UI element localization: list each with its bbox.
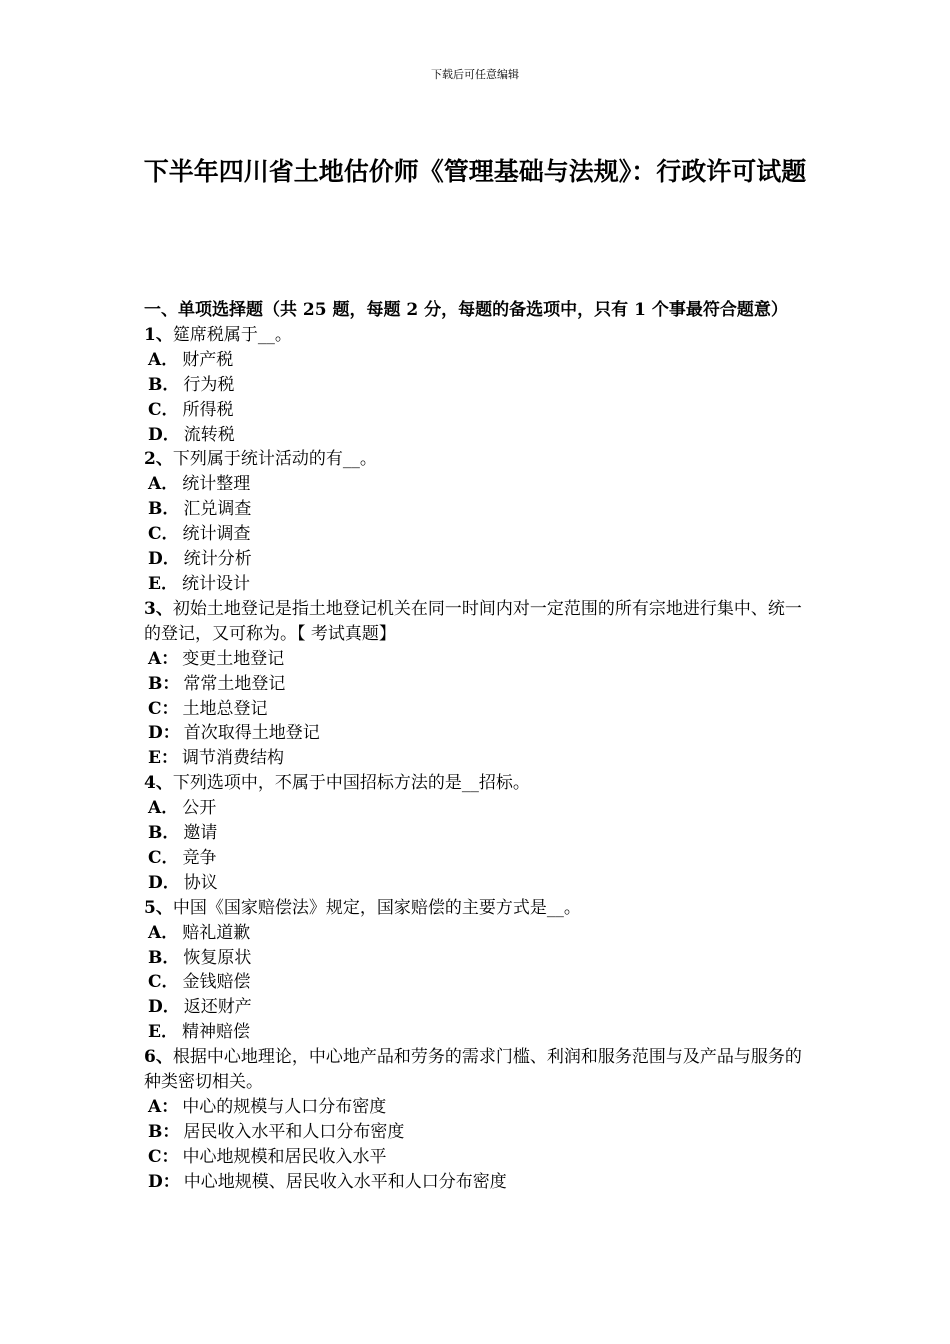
question-item: [144, 896, 808, 1045]
option-text: 返还财产: [183, 997, 252, 1018]
option-letter: C．: [148, 847, 179, 868]
question-stem: [144, 1045, 808, 1095]
answer-option: [144, 946, 808, 971]
option-letter: D．: [148, 997, 180, 1018]
option-text: 精神赔偿: [181, 1022, 250, 1043]
answer-option: [144, 398, 808, 423]
answer-option: [144, 522, 808, 547]
question-text: 筵席税属于__。: [172, 324, 292, 345]
option-text: 行为税: [183, 374, 235, 395]
question-number: 5、: [144, 897, 173, 918]
option-text: 邀请: [183, 823, 218, 844]
question-item: [144, 447, 808, 596]
option-list: [144, 348, 808, 448]
option-list: [144, 472, 808, 597]
document-body: [144, 298, 808, 1195]
option-text: 统计整理: [182, 474, 251, 495]
answer-option: [144, 746, 808, 771]
option-letter: A．: [148, 798, 179, 819]
question-text: 初始土地登记是指土地登记机关在同一时间内对一定范围的所有宗地进行集中、统一的登记，又可称为。【 考试真题】: [144, 598, 802, 644]
option-text: 所得税: [182, 399, 234, 420]
option-text: 公开: [182, 798, 217, 819]
option-letter: D：: [148, 723, 180, 744]
question-text: 下列选项中，不属于中国招标方法的是__招标。: [172, 773, 530, 794]
option-list: [144, 796, 808, 896]
answer-option: [144, 647, 808, 672]
section-heading: 一、单项选择题（共 25 题，每题 2 分，每题的备选项中，只有 1 个事最符合题意）: [144, 300, 788, 320]
option-text: 协议: [183, 872, 218, 893]
question-stem: [144, 771, 808, 796]
answer-option: [144, 1120, 808, 1145]
answer-option: [144, 348, 808, 373]
question-number: 1、: [144, 324, 173, 345]
option-letter: B．: [148, 499, 180, 520]
question-text: 下列属于统计活动的有__。: [172, 449, 377, 470]
option-letter: A．: [148, 349, 179, 370]
option-letter: C．: [148, 524, 179, 545]
answer-option: [144, 1020, 808, 1045]
question-item: [144, 1045, 808, 1194]
option-text: 变更土地登记: [182, 648, 285, 669]
question-number: 4、: [144, 773, 173, 794]
option-letter: C．: [148, 972, 179, 993]
option-text: 常常土地登记: [183, 673, 286, 694]
question-stem: [144, 323, 808, 348]
option-letter: B：: [148, 673, 180, 694]
option-text: 赔礼道歉: [182, 922, 251, 943]
option-text: 金钱赔偿: [182, 972, 251, 993]
answer-option: [144, 373, 808, 398]
document-title: 下半年四川省土地估价师《管理基础与法规》：行政许可试题: [143, 157, 807, 186]
answer-option: [144, 796, 808, 821]
option-letter: D．: [148, 549, 180, 570]
question-stem: [144, 896, 808, 921]
answer-option: [144, 721, 808, 746]
option-text: 居民收入水平和人口分布密度: [183, 1121, 405, 1142]
option-list: [144, 647, 808, 772]
answer-option: [144, 1095, 808, 1120]
option-text: 中心地规模和居民收入水平: [182, 1146, 387, 1167]
question-text: 中国《国家赔偿法》规定，国家赔偿的主要方式是__。: [172, 897, 581, 918]
option-letter: B．: [148, 947, 180, 968]
answer-option: [144, 497, 808, 522]
question-number: 6、: [144, 1047, 173, 1068]
option-text: 统计分析: [183, 549, 252, 570]
option-letter: E：: [148, 748, 178, 769]
answer-option: [144, 672, 808, 697]
answer-option: [144, 472, 808, 497]
option-letter: A：: [148, 1097, 179, 1117]
option-text: 调节消费结构: [181, 748, 284, 769]
option-letter: A．: [148, 474, 179, 495]
header-note: 下载后可任意编辑: [431, 68, 519, 81]
option-list: [144, 1095, 808, 1195]
option-text: 统计设计: [181, 573, 250, 594]
option-letter: C：: [148, 1146, 179, 1167]
option-letter: B．: [148, 374, 180, 395]
answer-option: [144, 423, 808, 448]
answer-option: [144, 921, 808, 946]
answer-option: [144, 1145, 808, 1170]
question-stem: [144, 597, 808, 647]
option-text: 统计调查: [182, 524, 251, 545]
option-text: 恢复原状: [183, 947, 252, 968]
option-letter: D．: [148, 424, 180, 445]
question-item: [144, 323, 808, 448]
option-text: 首次取得土地登记: [183, 723, 320, 744]
question-item: [144, 771, 808, 896]
option-letter: E．: [148, 573, 178, 594]
option-text: 财产税: [182, 349, 234, 370]
question-number: 3、: [144, 598, 173, 619]
question-text: 根据中心地理论，中心地产品和劳务的需求门槛、利润和服务范围与及产品与服务的种类密切相关。: [144, 1047, 802, 1093]
option-letter: A．: [148, 922, 179, 943]
option-letter: D．: [148, 872, 180, 893]
option-letter: A：: [148, 648, 179, 669]
answer-option: [144, 821, 808, 846]
answer-option: [144, 995, 808, 1020]
option-list: [144, 921, 808, 1046]
option-text: 中心的规模与人口分布密度: [182, 1097, 387, 1117]
option-text: 流转税: [183, 424, 235, 445]
answer-option: [144, 547, 808, 572]
question-list: [144, 323, 808, 1195]
answer-option: [144, 871, 808, 896]
option-letter: C：: [148, 698, 179, 719]
question-item: [144, 597, 808, 771]
answer-option: [144, 1170, 808, 1195]
option-letter: C．: [148, 399, 179, 420]
answer-option: [144, 697, 808, 722]
option-text: 土地总登记: [182, 698, 268, 719]
question-stem: [144, 447, 808, 472]
option-letter: B：: [148, 1121, 180, 1142]
option-letter: E．: [148, 1022, 178, 1043]
option-text: 竞争: [182, 847, 217, 868]
answer-option: [144, 970, 808, 995]
option-text: 汇兑调查: [183, 499, 252, 520]
question-number: 2、: [144, 449, 173, 470]
answer-option: [144, 846, 808, 871]
option-letter: D：: [148, 1171, 180, 1192]
answer-option: [144, 572, 808, 597]
option-letter: B．: [148, 823, 180, 844]
option-text: 中心地规模、居民收入水平和人口分布密度: [183, 1171, 507, 1192]
